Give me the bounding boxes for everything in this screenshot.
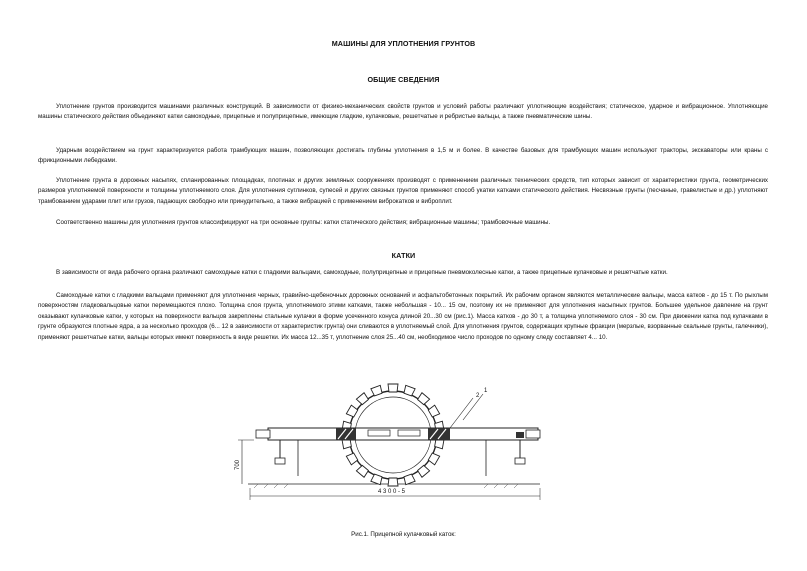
- callout-label: 1: [484, 388, 488, 394]
- paragraph: В зависимости от вида рабочего органа различают самоходные катки с гладкими вальцами, самоходные, полуприцепные и прицепные пневмоколесные катки, а также прицепные кулачковые и решетчатые катки.: [56, 269, 668, 276]
- paragraph: Ударным воздействием на грунт характеризуется работа трамбующих машин, позволяющих достигать глубины уплотнения в 1,5 м и более. В качестве базовых для трамбующих машин используют тракторы, экскаваторы или краны с фрикционными лебедками.: [38, 147, 768, 165]
- dimension-length-label: 4 3 0 0 - 5: [378, 489, 406, 495]
- figure-padfoot-roller: [228, 380, 558, 515]
- dimension-height-label: 700: [235, 459, 241, 470]
- paragraph: Самоходные катки с гладкими вальцами применяют для уплотнения черных, гравийно-щебеночных дорожных оснований и асфальтобетонных покрытий. Их рабочим органом являются металлические вальцы, масса катков - до 15 т. По рыхлым поверхностям гладковальцовые катки перемещаются плохо. Толщина слоя грунта, уплотняемого этими катками, также небольшая - 10... 15 см, поэтому их не применяют для уплотнения насыпных грунтов. Большее удельное давление на грунт оказывают кулачковые катки, у которых на поверхности вальцов закреплены стальные кулачки в форме усеченного конуса длиной 20...30 см (рис.1). Масса катков - до 30 т, а толщина уплотняемого слоя - 30 см. При движении катка под кулачками в грунте образуются плотные ядра, а за несколько проходов (6... 12 в зависимости от характеристик грунта) они сливаются в уплотняемый слой. Для уплотнения грунтов, содержащих крупные фракции (мерзлые, взорванные скальные грунты, галечники), применяют решетчатые катки, вальцы которых имеют поверхность в виде решетки. Их масса 12...35 т, уплотнение слоя 25...40 см, необходимое число проходов по одному следу составляет 4... 10.: [38, 292, 768, 341]
- callout-label: 2: [476, 393, 480, 399]
- paragraph: Уплотнение грунтов производится машинами различных конструкций. В зависимости от физико-механических свойств грунтов и условий работы различают уплотняющие воздействия; статическое, ударное и вибрационное. Уплотняющие машины статического действия объединяют катки самоходные, прицепные и полуприцепные, имеющие гладкие, кулачковые, решетчатые и ребристые вальцы, а также пневматические шины.: [38, 103, 768, 121]
- section-title-general: ОБЩИЕ СВЕДЕНИЯ: [367, 75, 440, 84]
- padfoot-roller-drawing: [228, 380, 558, 515]
- paragraph: Уплотнение грунта в дорожных насыпях, спланированных площадках, плотинах и других земляных сооружениях производят с применением различных технических средств, тип которых зависит от характеристики грунта, геометрических размеров уплотняемой поверхности и толщины уплотняемого слоя. Для уплотнения суглинков, супесей и других связных грунтов применяют способ укатки катками статического действия. Несвязные грунты (песчаные, гравелистые и др.) уплотняют трамбованием ударами плит или грузов, падающих свободно или принудительно, а также вибрацией с применением виброкатков и виброплит.: [38, 177, 768, 205]
- paragraph: Соответственно машины для уплотнения грунтов классифицируют на три основные группы: катки статического действия; вибрационные машины; трамбовочные машины.: [56, 219, 551, 226]
- section-title-rollers: КАТКИ: [391, 251, 416, 260]
- document-title: МАШИНЫ ДЛЯ УПЛОТНЕНИЯ ГРУНТОВ: [331, 39, 476, 48]
- figure-caption: Рис.1. Прицепной кулачковый каток:: [351, 531, 456, 538]
